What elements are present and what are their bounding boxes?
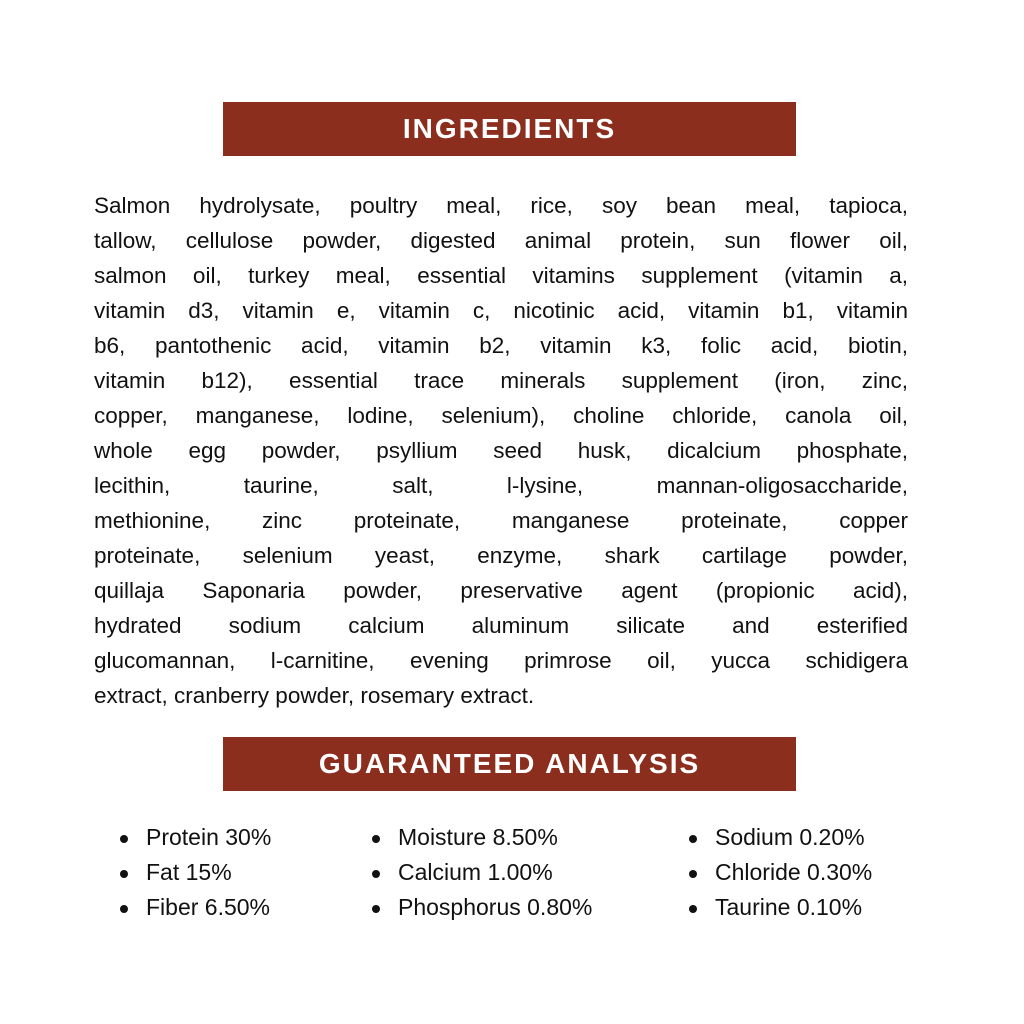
ingredients-line: tallow, cellulose powder, digested animal protein, sun flower oil, xyxy=(94,228,908,253)
analysis-column xyxy=(689,820,872,925)
analysis-column xyxy=(120,820,271,925)
ingredients-line: glucomannan, l-carnitine, evening primrose oil, yucca schidigera xyxy=(94,648,908,673)
analysis-item: Sodium 0.20% xyxy=(689,820,872,855)
ingredients-line: vitamin b12), essential trace minerals supplement (iron, zinc, xyxy=(94,368,908,393)
ingredients-line: methionine, zinc proteinate, manganese proteinate, copper xyxy=(94,508,908,533)
ingredients-line: whole egg powder, psyllium seed husk, dicalcium phosphate, xyxy=(94,438,908,463)
analysis-item: Moisture 8.50% xyxy=(372,820,592,855)
ingredients-line: copper, manganese, lodine, selenium), choline chloride, canola oil, xyxy=(94,403,908,428)
analysis-item: Calcium 1.00% xyxy=(372,855,592,890)
ingredients-line: lecithin, taurine, salt, l-lysine, mannan-oligosaccharide, xyxy=(94,473,908,498)
analysis-column xyxy=(372,820,592,925)
analysis-item: Chloride 0.30% xyxy=(689,855,872,890)
ingredients-line: hydrated sodium calcium aluminum silicate and esterified xyxy=(94,613,908,638)
ingredients-line: vitamin d3, vitamin e, vitamin c, nicotinic acid, vitamin b1, vitamin xyxy=(94,298,908,323)
analysis-item: Protein 30% xyxy=(120,820,271,855)
analysis-item: Phosphorus 0.80% xyxy=(372,890,592,925)
analysis-item: Taurine 0.10% xyxy=(689,890,872,925)
ingredients-line: b6, pantothenic acid, vitamin b2, vitamin k3, folic acid, biotin, xyxy=(94,333,908,358)
guaranteed-analysis-heading: GUARANTEED ANALYSIS xyxy=(223,737,796,791)
ingredients-line: salmon oil, turkey meal, essential vitamins supplement (vitamin a, xyxy=(94,263,908,288)
ingredients-text xyxy=(94,188,908,713)
ingredients-line: Salmon hydrolysate, poultry meal, rice, soy bean meal, tapioca, xyxy=(94,193,908,218)
ingredients-line: proteinate, selenium yeast, enzyme, shark cartilage powder, xyxy=(94,543,908,568)
ingredients-heading: INGREDIENTS xyxy=(223,102,796,156)
ingredients-line: extract, cranberry powder, rosemary extract. xyxy=(94,683,535,708)
analysis-item: Fiber 6.50% xyxy=(120,890,271,925)
analysis-item: Fat 15% xyxy=(120,855,271,890)
ingredients-line: quillaja Saponaria powder, preservative agent (propionic acid), xyxy=(94,578,908,603)
